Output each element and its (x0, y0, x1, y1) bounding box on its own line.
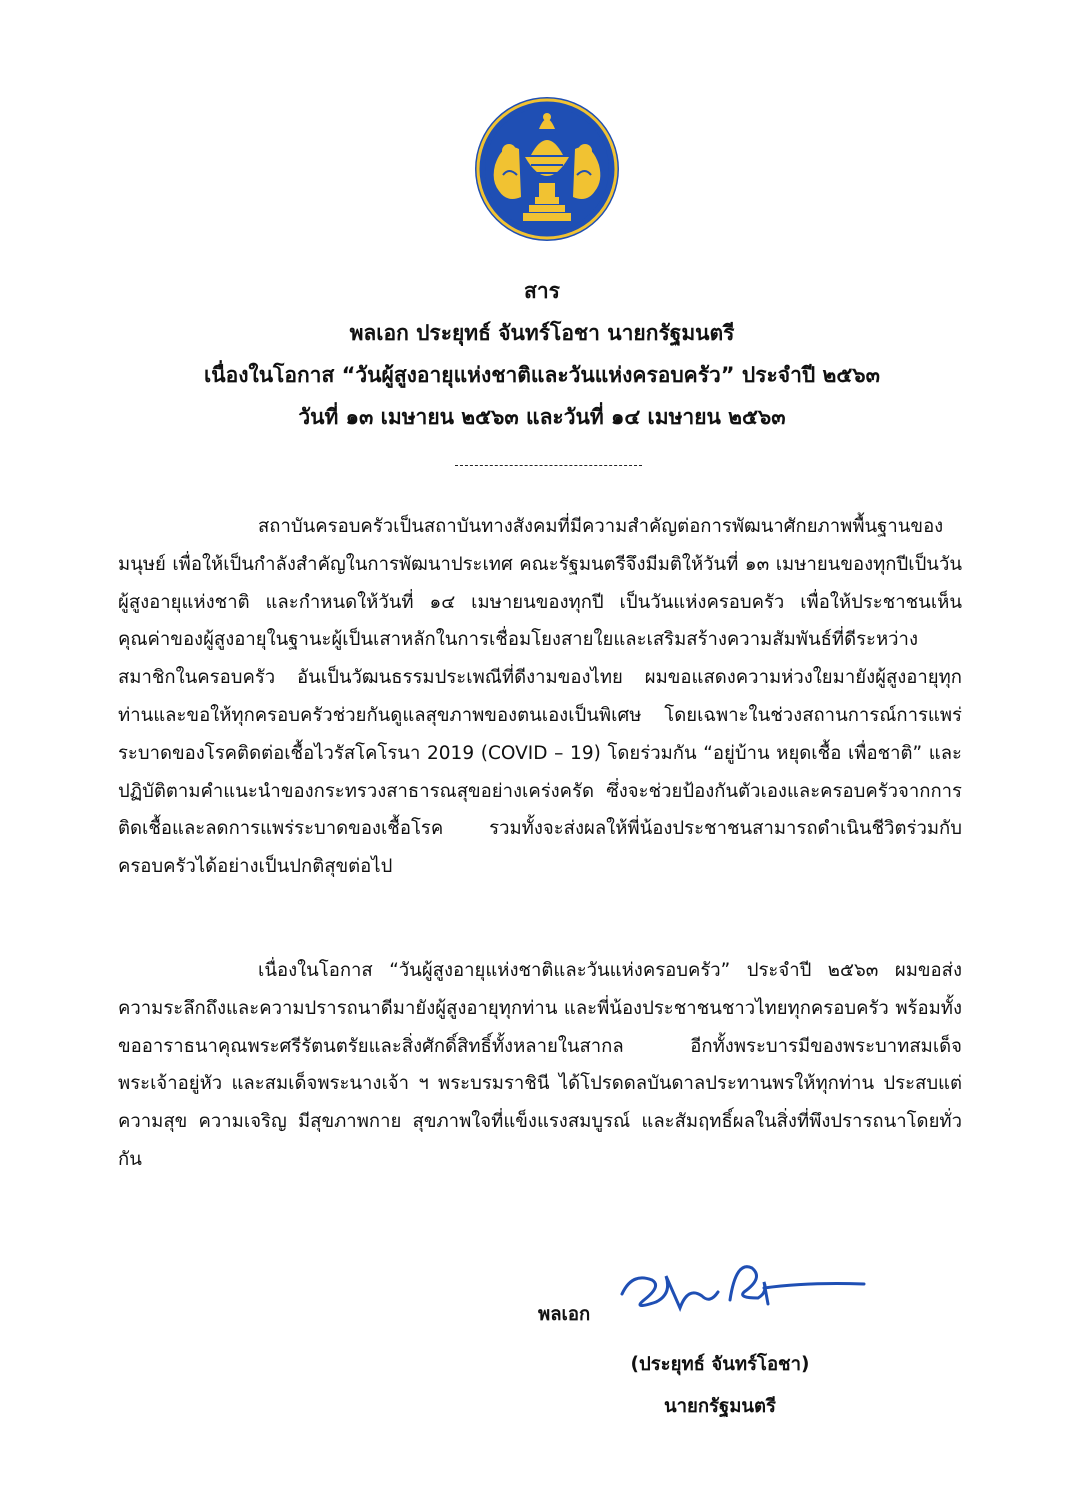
letter-dates: วันที่ ๑๓ เมษายน ๒๕๖๓ และวันที่ ๑๔ เมษายน ๒๕๖๓ (298, 405, 786, 429)
government-seal-icon (473, 95, 621, 243)
signature-rank: พลเอก (538, 1304, 591, 1325)
letter-header (60, 270, 1024, 438)
letter-occasion: เนื่องในโอกาส “วันผู้สูงอายุแห่งชาติและวันแห่งครอบครัว” ประจำปี ๒๕๖๓ (204, 363, 880, 387)
signature-name: (ประยุทธ์ จันทร์โอชา) (630, 1354, 810, 1375)
signature-title: นายกรัฐมนตรี (663, 1396, 776, 1417)
handwritten-signature-icon (618, 1252, 868, 1322)
body-paragraph-2: เนื่องในโอกาส “วันผู้สูงอายุแห่งชาติและวันแห่งครอบครัว” ประจำปี ๒๕๖๓ ผมขอส่งความระลึกถึงและความปรารถนาดีมายังผู้สูงอายุทุกท่าน และพี่น้องประชาชนชาวไทยทุกครอบครัว พร้อมทั้งขออาราธนาคุณพระศรีรัตนตรัยและสิ่งศักดิ์สิทธิ์ทั้งหลายในสากล อีกทั้งพระบารมีของพระบาทสมเด็จพระเจ้าอยู่หัว และสมเด็จพระนางเจ้า ฯ พระบรมราชินี ได้โปรดดลบันดาลประทานพรให้ทุกท่าน ประสบแต่ความสุข ความเจริญ มีสุขภาพกาย สุขภาพใจที่แข็งแรงสมบูรณ์ และสัมฤทธิ์ผลในสิ่งที่พึงปรารถนาโดยทั่วกัน (118, 960, 962, 1170)
letter-title: สาร (524, 279, 560, 303)
header-separator (455, 465, 642, 466)
letter-author: พลเอก ประยุทธ์ จันทร์โอชา นายกรัฐมนตรี (349, 321, 735, 345)
signature-block (0, 1250, 1084, 1490)
body-paragraph-1: สถาบันครอบครัวเป็นสถาบันทางสังคมที่มีความสำคัญต่อการพัฒนาศักยภาพพื้นฐานของมนุษย์ เพื่อให้เป็นกำลังสำคัญในการพัฒนาประเทศ คณะรัฐมนตรีจึงมีมติให้วันที่ ๑๓ เมษายนของทุกปีเป็นวันผู้สูงอายุแห่งชาติ และกำหนดให้วันที่ ๑๔ เมษายนของทุกปี เป็นวันแห่งครอบครัว เพื่อให้ประชาชนเห็นคุณค่าของผู้สูงอายุในฐานะผู้เป็นเสาหลักในการเชื่อมโยงสายใยและเสริมสร้างความสัมพันธ์ที่ดีระหว่างสมาชิกในครอบครัว อันเป็นวัฒนธรรมประเพณีที่ดีงามของไทย ผมขอแสดงความห่วงใยมายังผู้สูงอายุทุกท่านและขอให้ทุกครอบครัวช่วยกันดูแลสุขภาพของตนเองเป็นพิเศษ โดยเฉพาะในช่วงสถานการณ์การแพร่ระบาดของโรคติดต่อเชื้อไวรัสโคโรนา 2019 (COVID – 19) โดยร่วมกัน “อยู่บ้าน หยุดเชื้อ เพื่อชาติ” และปฏิบัติตามคำแนะนำของกระทรวงสาธารณสุขอย่างเคร่งครัด ซึ่งจะช่วยป้องกันตัวเองและครอบครัวจากการติดเชื้อและลดการแพร่ระบาดของเชื้อโรค รวมทั้งจะส่งผลให้พี่น้องประชาชนสามารถดำเนินชีวิตร่วมกับครอบครัวได้อย่างเป็นปกติสุขต่อไป (118, 516, 962, 878)
